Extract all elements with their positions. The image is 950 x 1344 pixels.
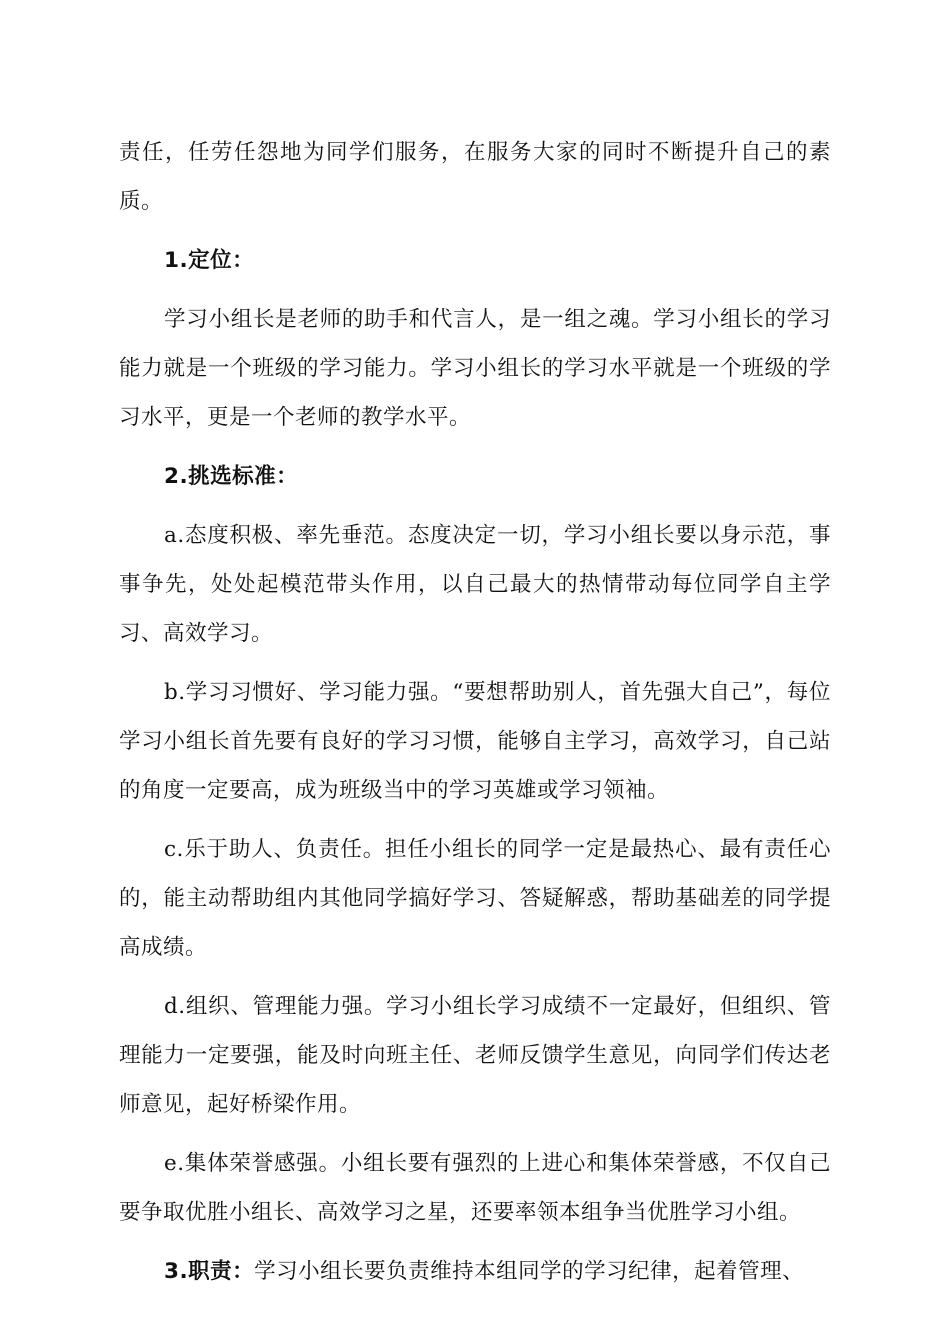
- heading-responsibilities: 3.职责：: [164, 1259, 255, 1284]
- paragraph-responsibilities: [119, 1247, 831, 1296]
- paragraph-positioning: 学习小组长是老师的助手和代言人，是一组之魂。学习小组长的学习能力就是一个班级的学习能力。学习小组长的学习水平就是一个班级的学习水平，更是一个老师的教学水平。: [119, 307, 831, 430]
- paragraph-criterion-e: e.集体荣誉感强。小组长要有强烈的上进心和集体荣誉感，不仅自己要争取优胜小组长、高效学习之星，还要率领本组争当优胜学习小组。: [119, 1151, 831, 1225]
- document-body: [119, 128, 831, 1306]
- paragraph-criterion-a: a.态度积极、率先垂范。态度决定一切，学习小组长要以身示范，事事争先，处处起模范带头作用，以自己最大的热情带动每位同学自主学习、高效学习。: [119, 523, 831, 646]
- heading-selection-criteria: 2.挑选标准：: [164, 464, 299, 489]
- paragraph-criterion-c: c.乐于助人、负责任。担任小组长的同学一定是最热心、最有责任心的，能主动帮助组内其他同学搞好学习、答疑解惑，帮助基础差的同学提高成绩。: [119, 837, 831, 960]
- paragraph-continuation: 责任，任劳任怨地为同学们服务，在服务大家的同时不断提升自己的素质。: [119, 140, 831, 214]
- paragraph-criterion-d: d.组织、管理能力强。学习小组长学习成绩不一定最好，但组织、管理能力一定要强，能及时向班主任、老师反馈学生意见，向同学们传达老师意见，起好桥梁作用。: [119, 994, 831, 1117]
- responsibilities-text: 学习小组长要负责维持本组同学的学习纪律，起着管理、: [254, 1259, 805, 1284]
- heading-positioning: 1.定位：: [164, 248, 255, 273]
- paragraph-criterion-b: b.学习习惯好、学习能力强。“要想帮助别人，首先强大自己”，每位学习小组长首先要有良好的学习习惯，能够自主学习，高效学习，自己站的角度一定要高，成为班级当中的学习英雄或学习领袖。: [119, 680, 831, 803]
